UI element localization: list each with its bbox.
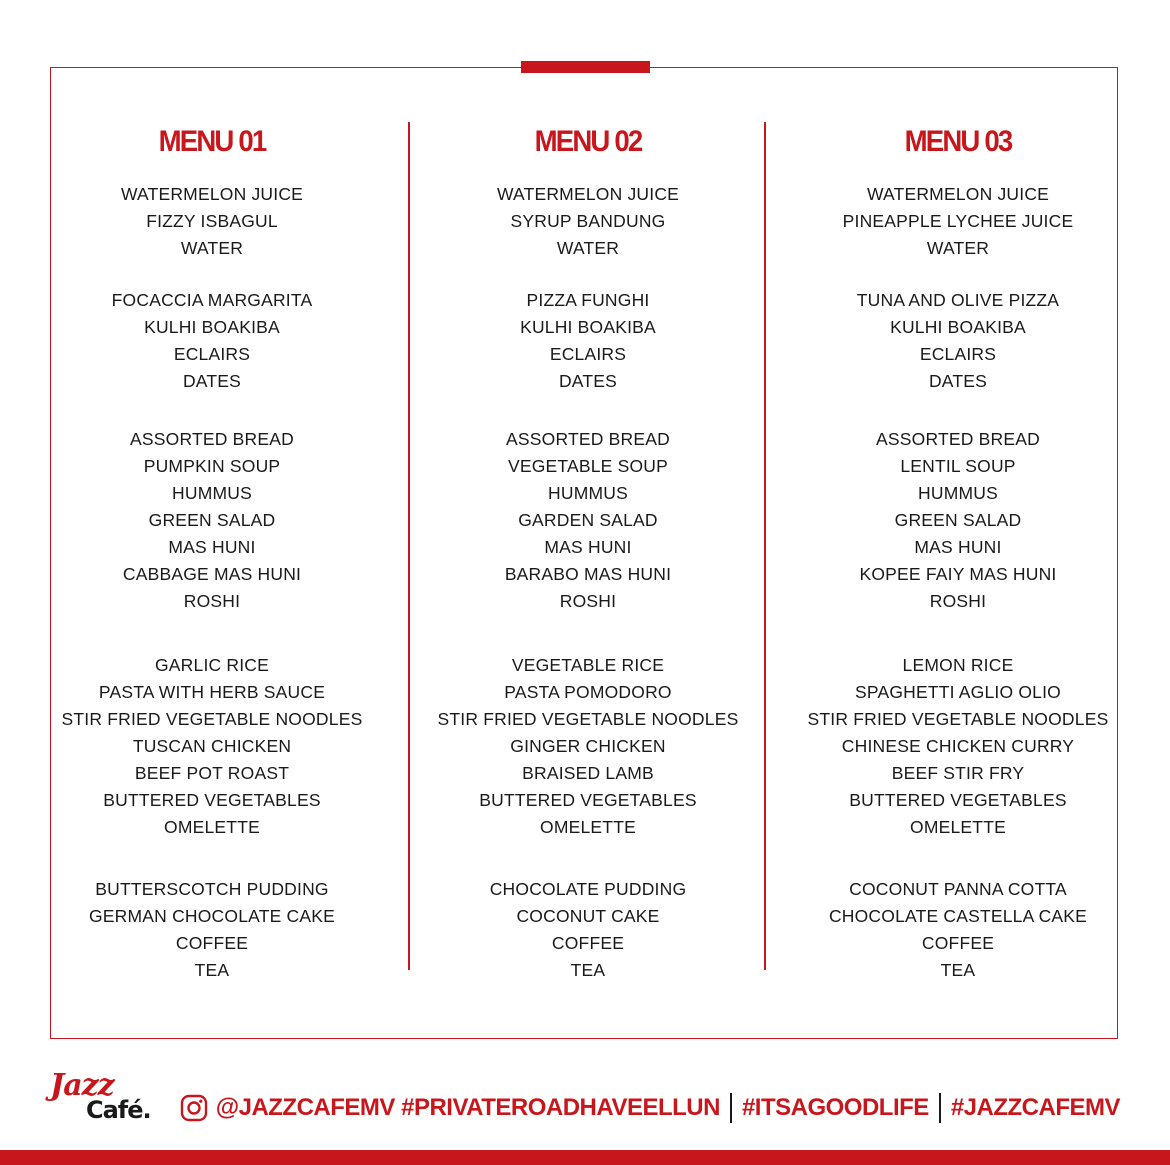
menu-item: OMELETTE: [164, 817, 260, 837]
menu-item: KULHI BOAKIBA: [890, 317, 1026, 337]
menu-group: [788, 426, 1128, 615]
menu-group: [788, 876, 1128, 984]
menu-item: PINEAPPLE LYCHEE JUICE: [842, 211, 1074, 231]
menu-item: OMELETTE: [910, 817, 1006, 837]
menu-group: [788, 287, 1128, 395]
menu-item: BUTTERSCOTCH PUDDING: [95, 879, 329, 899]
menu-item: PASTA POMODORO: [504, 682, 672, 702]
menu-item: BUTTERED VEGETABLES: [479, 790, 697, 810]
instagram-icon[interactable]: [180, 1094, 208, 1122]
menu-item: WATERMELON JUICE: [866, 184, 1050, 204]
menu-item: LENTIL SOUP: [900, 456, 1016, 476]
menu-group: [42, 287, 382, 395]
menu-item: COCONUT CAKE: [516, 906, 660, 926]
menu-item: HUMMUS: [172, 483, 252, 503]
menu-item: GREEN SALAD: [894, 510, 1022, 530]
menu-group: [788, 652, 1128, 841]
menu-item: PIZZA FUNGHI: [526, 290, 650, 310]
menu-item: ECLAIRS: [919, 344, 997, 364]
menu-item: KULHI BOAKIBA: [520, 317, 656, 337]
menu-item: BEEF POT ROAST: [134, 763, 290, 783]
menu-item: BUTTERED VEGETABLES: [849, 790, 1067, 810]
menu-item: TEA: [570, 960, 606, 980]
menu-item: ASSORTED BREAD: [876, 429, 1040, 449]
menu-group: [418, 181, 758, 262]
menu-item: ECLAIRS: [173, 344, 251, 364]
menu-item: DATES: [558, 371, 618, 391]
frame-top-tab: [521, 61, 650, 73]
menu-item: ROSHI: [559, 591, 617, 611]
menu-item: VEGETABLE RICE: [511, 655, 665, 675]
menu-item: CHINESE CHICKEN CURRY: [841, 736, 1075, 756]
menu-group: [42, 426, 382, 615]
menu-item: GARDEN SALAD: [518, 510, 658, 530]
menu-item: BARABO MAS HUNI: [504, 564, 672, 584]
menu-item: PUMPKIN SOUP: [143, 456, 281, 476]
menu-item: GARLIC RICE: [154, 655, 270, 675]
menu-group: [418, 287, 758, 395]
menu-item: STIR FRIED VEGETABLE NOODLES: [807, 709, 1109, 729]
menu-column-3: [788, 122, 1128, 984]
menu-item: KOPEE FAIY MAS HUNI: [859, 564, 1057, 584]
menu-groups: [418, 181, 758, 984]
menu-item: GERMAN CHOCOLATE CAKE: [89, 906, 335, 926]
menu-group: [418, 876, 758, 984]
menu-item: GINGER CHICKEN: [510, 736, 666, 756]
column-divider: [764, 122, 766, 970]
menu-item: HUMMUS: [548, 483, 628, 503]
menu-item: TUSCAN CHICKEN: [132, 736, 292, 756]
menu-item: MAS HUNI: [544, 537, 632, 557]
menu-item: ROSHI: [183, 591, 241, 611]
menu-item: COFFEE: [551, 933, 625, 953]
column-divider: [408, 122, 410, 970]
menu-item: TUNA AND OLIVE PIZZA: [856, 290, 1060, 310]
social-footer: [180, 1090, 1120, 1126]
menu-item: WATERMELON JUICE: [120, 184, 304, 204]
menu-item: ASSORTED BREAD: [506, 429, 670, 449]
menu-item: VEGETABLE SOUP: [507, 456, 669, 476]
menu-item: WATER: [180, 238, 244, 258]
menu-title: MENU 02: [534, 125, 642, 158]
menu-item: CHOCOLATE PUDDING: [489, 879, 687, 899]
menu-item: WATERMELON JUICE: [496, 184, 680, 204]
menu-item: SPAGHETTI AGLIO OLIO: [855, 682, 1061, 702]
menu-item: MAS HUNI: [168, 537, 256, 557]
menu-groups: [42, 181, 382, 984]
menu-item: COFFEE: [175, 933, 249, 953]
menu-item: BUTTERED VEGETABLES: [103, 790, 321, 810]
menu-column-2: [418, 122, 758, 984]
logo-cafe-text: Café.: [86, 1096, 151, 1124]
menu-title: MENU 01: [158, 125, 266, 158]
menu-item: KULHI BOAKIBA: [144, 317, 280, 337]
menu-item: PASTA WITH HERB SAUCE: [98, 682, 326, 702]
menu-item: GREEN SALAD: [148, 510, 276, 530]
menu-group: [418, 426, 758, 615]
menu-item: WATER: [556, 238, 620, 258]
menu-item: TEA: [940, 960, 976, 980]
menu-item: ASSORTED BREAD: [130, 429, 294, 449]
menu-item: DATES: [928, 371, 988, 391]
menu-group: [42, 181, 382, 262]
menu-item: TEA: [194, 960, 230, 980]
menu-item: COCONUT PANNA COTTA: [849, 879, 1067, 899]
menu-item: ROSHI: [929, 591, 987, 611]
menu-group: [788, 181, 1128, 262]
hashtag-jazzcafemv[interactable]: #JAZZCAFEMV: [950, 1094, 1120, 1121]
menu-item: MAS HUNI: [914, 537, 1002, 557]
menu-item: OMELETTE: [540, 817, 636, 837]
footer-bar: [0, 1150, 1170, 1165]
separator: [939, 1093, 941, 1123]
logo-jazz-text: Jazz: [50, 1068, 114, 1103]
menu-item: DATES: [182, 371, 242, 391]
menu-item: BEEF STIR FRY: [891, 763, 1025, 783]
menu-item: ECLAIRS: [549, 344, 627, 364]
menu-item: HUMMUS: [918, 483, 998, 503]
menu-group: [42, 652, 382, 841]
separator: [730, 1093, 732, 1123]
menu-column-1: [42, 122, 382, 984]
social-handle-tags[interactable]: @JAZZCAFEMV #PRIVATEROADHAVEELLUN: [215, 1094, 720, 1121]
jazz-cafe-logo: [50, 1068, 160, 1132]
menu-item: WATER: [926, 238, 990, 258]
menu-item: SYRUP BANDUNG: [510, 211, 666, 231]
menu-item: LEMON RICE: [902, 655, 1014, 675]
menu-item: FIZZY ISBAGUL: [146, 211, 278, 231]
hashtag-itsagoodlife[interactable]: #ITSAGOODLIFE: [741, 1094, 929, 1121]
menu-item: COFFEE: [921, 933, 995, 953]
menu-group: [418, 652, 758, 841]
menu-item: CABBAGE MAS HUNI: [122, 564, 302, 584]
menu-item: STIR FRIED VEGETABLE NOODLES: [61, 709, 363, 729]
menu-item: FOCACCIA MARGARITA: [111, 290, 313, 310]
menu-item: STIR FRIED VEGETABLE NOODLES: [437, 709, 739, 729]
menu-item: BRAISED LAMB: [522, 763, 654, 783]
menu-title: MENU 03: [904, 125, 1012, 158]
menu-groups: [788, 181, 1128, 984]
menu-group: [42, 876, 382, 984]
menu-item: CHOCOLATE CASTELLA CAKE: [828, 906, 1088, 926]
